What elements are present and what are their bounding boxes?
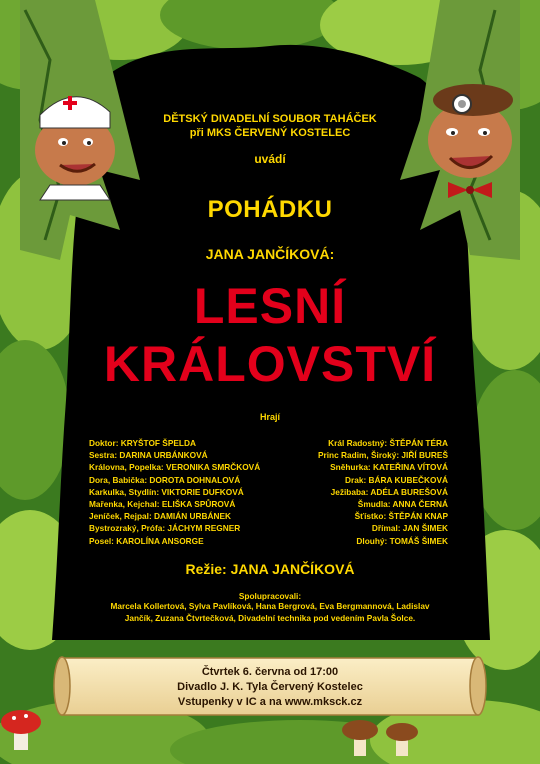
director-credit: Režie: JANA JANČÍKOVÁ bbox=[185, 561, 355, 577]
presents-label: uvádí bbox=[254, 152, 286, 166]
cast-entry: Princ Radim, Široký: JIŘÍ BUREŠ bbox=[317, 450, 448, 461]
collaborators-list bbox=[0, 601, 540, 624]
cast-entry: Doktor: KRYŠTOF ŠPELDA bbox=[89, 438, 196, 448]
cast-entry: Šťístko: ŠTĚPÁN KNAP bbox=[354, 511, 448, 522]
cast-entry: Královna, Popelka: VERONIKA SMRČKOVÁ bbox=[89, 462, 261, 473]
author-label: JANA JANČÍKOVÁ: bbox=[205, 246, 335, 262]
cast-entry: Sestra: DARINA URBÁNKOVÁ bbox=[89, 450, 208, 461]
cast-entry: Král Radostný: ŠTĚPÁN TÉRA bbox=[328, 438, 448, 448]
collaborators-line-1: Marcela Kollertová, Sylva Pavlíková, Hana Bergrová, Eva Bergmannová, Ladislav bbox=[110, 601, 430, 611]
cast-list-right bbox=[318, 437, 448, 547]
cast-entry: Ježibaba: ADÉLA BUREŠOVÁ bbox=[330, 486, 448, 497]
cast-entry: Bystrozraký, Prófa: JÁCHYM REGNER bbox=[89, 523, 241, 534]
collaborators-line-2: Jančík, Zuzana Čtvrtečková, Divadelní technika pod vedením Pavla Šolce. bbox=[124, 612, 416, 623]
organizer-line-2: při MKS ČERVENÝ KOSTELEC bbox=[189, 127, 351, 139]
collaborators-heading: Spolupracovali: bbox=[238, 591, 302, 601]
event-date: Čtvrtek 6. června od 17:00 bbox=[201, 666, 339, 678]
cast-entry: Dlouhý: TOMÁŠ ŠIMEK bbox=[356, 535, 448, 546]
cast-entry: Šmudla: ANNA ČERNÁ bbox=[357, 499, 448, 510]
title-line-2: KRÁLOVSTVÍ bbox=[103, 336, 437, 392]
cast-entry: Mařenka, Kejchal: ELIŠKA SPŮROVÁ bbox=[89, 499, 236, 510]
organizer-line-1: DĚTSKÝ DIVADELNÍ SOUBOR TAHÁČEK bbox=[163, 113, 377, 125]
cast-entry: Dora, Babička: DOROTA DOHNALOVÁ bbox=[89, 474, 241, 485]
cast-heading: Hrají bbox=[259, 412, 280, 422]
genre-label: POHÁDKU bbox=[207, 196, 333, 223]
cast-entry: Posel: KAROLÍNA ANSORGE bbox=[89, 535, 204, 546]
cast-entry: Karkulka, Stydlín: VIKTORIE DUFKOVÁ bbox=[89, 486, 244, 497]
event-tickets: Vstupenky v IC a na www.mksck.cz bbox=[177, 696, 363, 708]
event-venue: Divadlo J. K. Tyla Červený Kostelec bbox=[177, 681, 363, 693]
cast-entry: Drak: BÁRA KUBEČKOVÁ bbox=[345, 474, 448, 485]
cast-entry: Dřímal: JAN ŠIMEK bbox=[371, 523, 448, 534]
cast-entry: Sněhurka: KATEŘINA VÍTOVÁ bbox=[330, 462, 448, 473]
cast-entry: Jeníček, Rejpal: DAMIÁN URBÁNEK bbox=[89, 511, 231, 522]
cast-list-left bbox=[89, 437, 260, 547]
title-line-1: LESNÍ bbox=[193, 278, 347, 334]
